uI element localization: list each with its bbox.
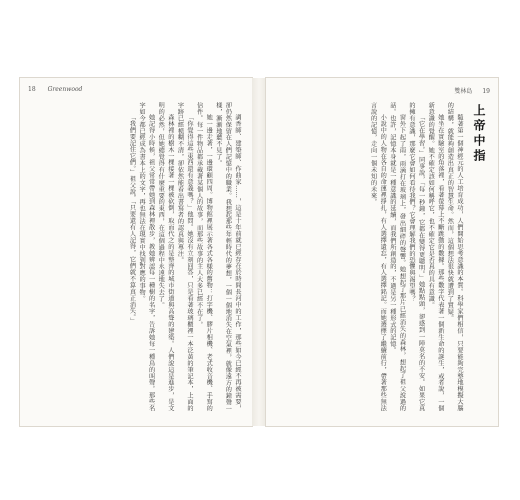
chapter-title: 上帝中指 (472, 104, 486, 164)
paragraph: 「你覺得這些東西還有意義嗎？」他問。她沒有立刻回答，只是看著玻璃櫃裡一本泛黃的筆記本，上面的字跡已經模糊不清，卻依然能看出書寫者的認真與專注。 (176, 102, 194, 412)
left-running-title: Greenwood (47, 86, 83, 93)
right-body-text (274, 102, 464, 412)
left-body-text (30, 102, 242, 412)
left-folio: 18 (28, 86, 36, 93)
left-running-head (28, 86, 82, 93)
paragraph: 她記得小時候，祖父常常帶她到森林裡散步，教她辨認每一種樹的名字，告訴她每一種鳥的叫聲。那些名字如今都已經成為書本上的文字，再也無法在現實中找到對應的事物。 (138, 102, 155, 412)
paragraph: 小說中的人物在各自的命運裡掙扎，有人選擇遺忘，有人選擇銘記。而她選擇了繼續前行，帶著那些無法言說的記憶，走向一個未知的未來。 (369, 102, 387, 412)
paragraph: 窗外下起了雨，雨滴打在玻璃上，發出細碎的聲響。她想起了那片已經消失的森林，想起了祖父說過的話。也許，記憶本身就是一種意識的延續，而我們所創造的，不過是另一種形式的記憶。 (388, 102, 406, 412)
book-gutter (252, 78, 266, 426)
right-page (266, 78, 498, 426)
paragraph: 調香師、建築師、作曲家……，這是十年前就已經存在於時間長河中的工作，那些如今已經不再被需要，卻仍然保留在人們記憶中的職業。我想起那些年輕時代的夢想，一個一個地消失在空氣裡，就像遠方的鐘聲一樣，漸漸地聽不見了。 (214, 102, 241, 412)
paragraph: 她坐在實驗室的角落裡，看著螢幕上不斷跳動的數據。那些數字代表著一個新生命的誕生，或者說，一個新意識的覺醒。她不確定該如何稱呼它，也不確定它是否真的具有意識。 (427, 102, 444, 412)
paragraph: 她一邊走著，一邊環顧四周。博物館裡展示著各式各樣的舊物：打字機、膠片相機、老式收音機、手寫的信件。每一件物品都承載著某個人的故事，而那些故事的主人大多已經不在了。 (195, 102, 213, 412)
left-page (20, 78, 252, 426)
paragraph: 「我們要記住它們。」祖父說，「只要還有人記得，它們就不算真正消失。」 (128, 114, 136, 325)
right-folio: 19 (482, 88, 490, 95)
right-running-title: 雙林島 (454, 88, 473, 95)
right-running-head (454, 86, 490, 95)
paragraph: 森林裡的樹木一棵接著一棵被砍倒，取而代之的是整齊的城市街道與高聳的建築。人們說這是進步，是文明的必然，但她總覺得有什麼重要的東西，在這個過程中永遠地失去了。 (157, 102, 174, 412)
paragraph: 隨著第一個神經元的人工培育成功，人們開始思考意識的本質。科學家們相信，只要能夠完整地模擬大腦的結構，就能夠創造出真正的智慧生命。然而，這個想法很快就遭到了質疑。 (446, 102, 463, 412)
paragraph: 「它在學習。」同事說，「每一秒鐘，它都在變得更聰明。」她點點頭，卻感到一陣莫名的不安。如果它真的擁有意識，那麼它會如何看待我們？它會理解我們的恐懼與渴望嗎？ (408, 102, 425, 412)
